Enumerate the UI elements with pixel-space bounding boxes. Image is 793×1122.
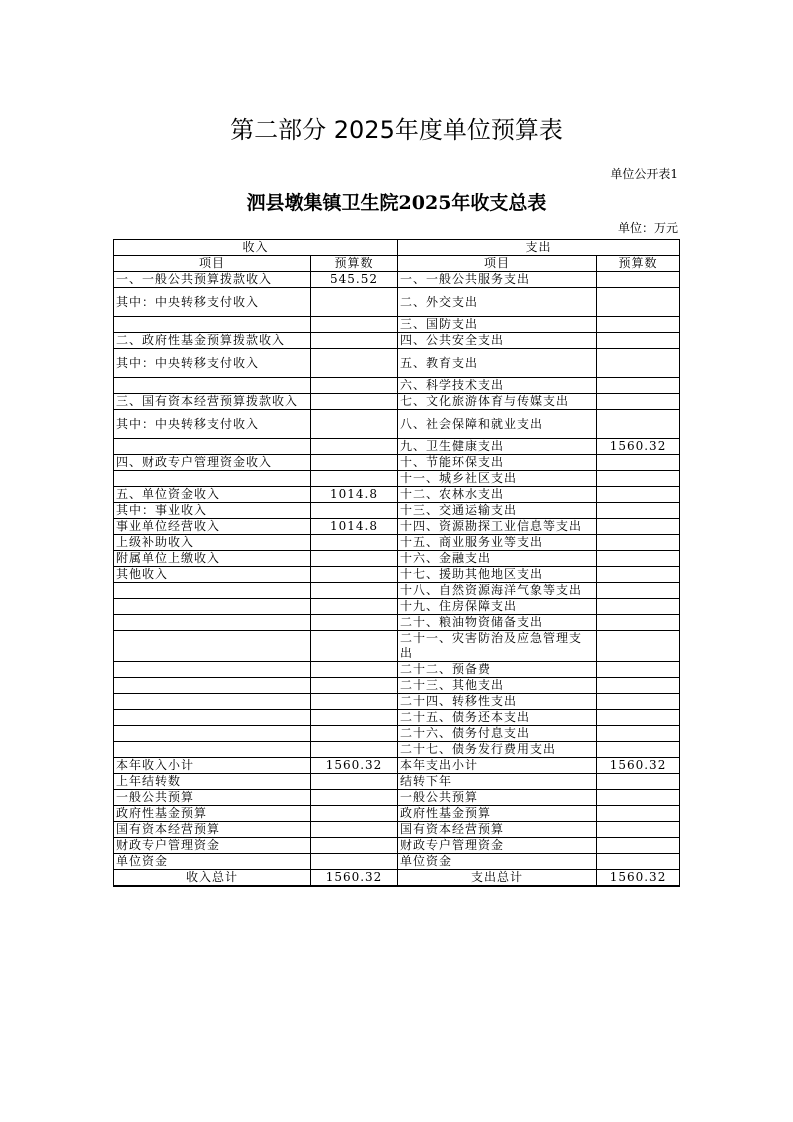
expense-amount [597,333,680,349]
income-amount [311,333,398,349]
carry-expense-amount [597,854,680,870]
income-amount [311,599,398,615]
expense-amount [597,662,680,678]
income-item: 事业单位经营收入 [114,519,311,535]
income-item [114,378,311,394]
expense-group-header: 支出 [398,240,680,256]
income-item: 二、政府性基金预算拨款收入 [114,333,311,349]
expense-item: 六、科学技术支出 [398,378,597,394]
income-item: 上级补助收入 [114,535,311,551]
expense-item: 十九、住房保障支出 [398,599,597,615]
income-item [114,631,311,662]
income-item: 其中：中央转移支付收入 [114,349,311,378]
carry-income-item: 上年结转数 [114,774,311,790]
expense-amount [597,455,680,471]
income-amount [311,726,398,742]
carry-row [114,774,680,790]
expense-amount [597,349,680,378]
income-amount [311,394,398,410]
carry-row [114,838,680,854]
expense-item: 二十二、预备费 [398,662,597,678]
expense-item: 十二、农林水支出 [398,487,597,503]
carry-income-amount [311,854,398,870]
expense-item: 十八、自然资源海洋气象等支出 [398,583,597,599]
table-row [114,694,680,710]
income-total-amount: 1560.32 [311,870,398,887]
income-item [114,710,311,726]
table-row [114,631,680,662]
income-item-header: 项目 [114,256,311,272]
table-row [114,333,680,349]
carry-income-item: 一般公共预算 [114,790,311,806]
income-item [114,583,311,599]
expense-amount [597,317,680,333]
table-row [114,726,680,742]
table-row [114,742,680,758]
expense-amount [597,487,680,503]
carry-expense-amount [597,838,680,854]
expense-item: 二十一、灾害防治及应急管理支出 [398,631,597,662]
expense-amount [597,742,680,758]
income-item [114,694,311,710]
income-amount [311,583,398,599]
subtotal-row [114,758,680,774]
income-amount [311,710,398,726]
budget-summary-table [113,239,680,887]
table-row [114,394,680,410]
table-row [114,535,680,551]
expense-amount [597,615,680,631]
income-subtotal-amount: 1560.32 [311,758,398,774]
income-amount [311,662,398,678]
income-amount: 545.52 [311,272,398,288]
expense-item: 二十六、债务付息支出 [398,726,597,742]
income-item: 四、财政专户管理资金收入 [114,455,311,471]
expense-amount [597,272,680,288]
unit-label: 单位：万元 [617,221,678,235]
expense-item: 十三、交通运输支出 [398,503,597,519]
expense-total-amount: 1560.32 [597,870,680,887]
carry-expense-item: 结转下年 [398,774,597,790]
expense-amount [597,726,680,742]
carry-income-amount [311,822,398,838]
income-subtotal-label: 本年收入小计 [114,758,311,774]
income-amount [311,694,398,710]
table-row [114,317,680,333]
income-item [114,471,311,487]
income-amount [311,455,398,471]
table-row [114,455,680,471]
table-row [114,471,680,487]
income-amount [311,288,398,317]
carry-expense-amount [597,806,680,822]
table-row [114,662,680,678]
income-amount [311,471,398,487]
total-row [114,870,680,887]
income-item: 附属单位上缴收入 [114,551,311,567]
expense-amount [597,631,680,662]
table-row [114,583,680,599]
expense-amount [597,288,680,317]
income-total-label: 收入总计 [114,870,311,887]
income-item: 五、单位资金收入 [114,487,311,503]
expense-amount [597,394,680,410]
carry-expense-item: 国有资本经营预算 [398,822,597,838]
income-amount [311,439,398,455]
carry-income-item: 财政专户管理资金 [114,838,311,854]
income-amount [311,551,398,567]
carry-income-item: 单位资金 [114,854,311,870]
part-title: 第二部分 2025年度单位预算表 [230,116,563,144]
table-row [114,615,680,631]
income-amount [311,410,398,439]
expense-item-header: 项目 [398,256,597,272]
income-item [114,317,311,333]
income-item: 三、国有资本经营预算拨款收入 [114,394,311,410]
carry-income-amount [311,806,398,822]
income-item: 其中：事业收入 [114,503,311,519]
income-amount [311,567,398,583]
expense-item: 二十四、转移性支出 [398,694,597,710]
carry-expense-item: 财政专户管理资金 [398,838,597,854]
carry-expense-item: 一般公共预算 [398,790,597,806]
carry-row [114,854,680,870]
income-amount: 1014.8 [311,487,398,503]
income-item [114,599,311,615]
table-row [114,599,680,615]
expense-amount [597,503,680,519]
income-amount-header: 预算数 [311,256,398,272]
expense-item: 一、一般公共服务支出 [398,272,597,288]
table-row [114,487,680,503]
income-item: 其中：中央转移支付收入 [114,410,311,439]
expense-amount [597,710,680,726]
income-item: 其他收入 [114,567,311,583]
expense-item: 十五、商业服务业等支出 [398,535,597,551]
expense-amount [597,678,680,694]
expense-amount [597,471,680,487]
expense-item: 九、卫生健康支出 [398,439,597,455]
expense-amount [597,410,680,439]
income-amount [311,378,398,394]
carry-row [114,822,680,838]
table-row [114,519,680,535]
expense-item: 十、节能环保支出 [398,455,597,471]
carry-row [114,806,680,822]
carry-expense-amount [597,822,680,838]
income-item [114,662,311,678]
expense-amount [597,599,680,615]
expense-item: 三、国防支出 [398,317,597,333]
carry-expense-amount [597,774,680,790]
carry-row [114,790,680,806]
expense-subtotal-amount: 1560.32 [597,758,680,774]
expense-item: 二十三、其他支出 [398,678,597,694]
expense-amount: 1560.32 [597,439,680,455]
income-amount [311,631,398,662]
income-item [114,742,311,758]
expense-item: 十七、援助其他地区支出 [398,567,597,583]
income-amount [311,742,398,758]
carry-income-amount [311,838,398,854]
table-row [114,503,680,519]
table-body [114,272,680,887]
expense-item: 十六、金融支出 [398,551,597,567]
table-row [114,710,680,726]
expense-item: 七、文化旅游体育与传媒支出 [398,394,597,410]
table-row [114,439,680,455]
income-amount [311,535,398,551]
table-row [114,288,680,317]
income-item [114,615,311,631]
carry-income-item: 政府性基金预算 [114,806,311,822]
income-amount [311,678,398,694]
income-amount [311,349,398,378]
carry-income-amount [311,774,398,790]
carry-income-amount [311,790,398,806]
expense-item: 十一、城乡社区支出 [398,471,597,487]
carry-expense-item: 单位资金 [398,854,597,870]
expense-amount [597,694,680,710]
income-item [114,439,311,455]
expense-item: 四、公共安全支出 [398,333,597,349]
table-row [114,272,680,288]
expense-amount [597,567,680,583]
expense-amount [597,378,680,394]
income-item: 其中：中央转移支付收入 [114,288,311,317]
table-row [114,410,680,439]
form-number: 单位公开表1 [610,167,678,181]
income-amount [311,615,398,631]
expense-item: 五、教育支出 [398,349,597,378]
expense-amount-header: 预算数 [597,256,680,272]
table-row [114,678,680,694]
expense-total-label: 支出总计 [398,870,597,887]
income-item [114,726,311,742]
expense-item: 二十、粮油物资储备支出 [398,615,597,631]
income-amount: 1014.8 [311,519,398,535]
expense-item: 十四、资源勘探工业信息等支出 [398,519,597,535]
expense-amount [597,551,680,567]
expense-item: 二十七、债务发行费用支出 [398,742,597,758]
income-item: 一、一般公共预算拨款收入 [114,272,311,288]
income-amount [311,317,398,333]
expense-amount [597,583,680,599]
table-row [114,378,680,394]
table-row [114,551,680,567]
expense-amount [597,519,680,535]
expense-item: 八、社会保障和就业支出 [398,410,597,439]
table-title: 泗县墩集镇卫生院2025年收支总表 [246,192,547,214]
expense-item: 二、外交支出 [398,288,597,317]
expense-amount [597,535,680,551]
carry-expense-amount [597,790,680,806]
carry-income-item: 国有资本经营预算 [114,822,311,838]
income-group-header: 收入 [114,240,398,256]
expense-subtotal-label: 本年支出小计 [398,758,597,774]
carry-expense-item: 政府性基金预算 [398,806,597,822]
income-amount [311,503,398,519]
table-row [114,567,680,583]
income-item [114,678,311,694]
expense-item: 二十五、债务还本支出 [398,710,597,726]
table-row [114,349,680,378]
